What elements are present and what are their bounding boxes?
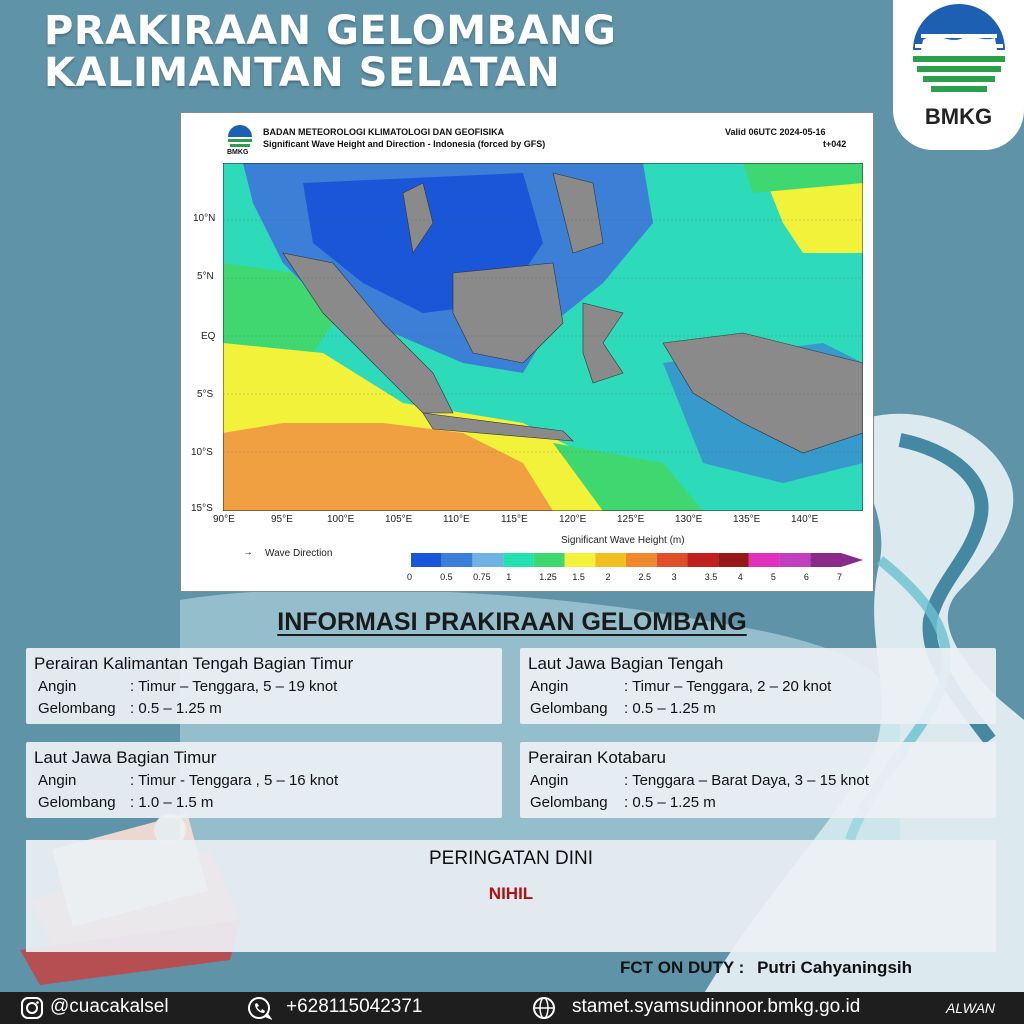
colorbar-segment (442, 553, 473, 567)
mini-logo-text: BMKG (227, 149, 249, 156)
lon-label: 140°E (791, 514, 819, 525)
colorbar-tick: 1.5 (572, 572, 585, 582)
info-section-title: INFORMASI PRAKIRAAN GELOMBANG (277, 608, 747, 636)
colorbar-tick: 5 (770, 572, 776, 582)
colorbar-tick: 3 (671, 572, 677, 582)
forecaster-on-duty (620, 958, 912, 978)
area-card (520, 742, 996, 818)
colorbar-segment (657, 553, 688, 567)
valid-time: Valid 06UTC 2024-05-16 (725, 127, 826, 137)
wave-direction-legend: Wave Direction (265, 548, 333, 559)
bmkg-logo-icon (893, 0, 1024, 104)
colorbar-tick: 4 (737, 572, 743, 582)
area-card (26, 742, 502, 818)
angin-label: Angin (38, 772, 77, 789)
colorbar-segment (411, 553, 442, 567)
gelombang-label: Gelombang (38, 794, 116, 811)
area-name: Laut Jawa Bagian Timur (34, 748, 217, 767)
colorbar-tick: 2.5 (638, 572, 652, 582)
colorbar-segment (472, 553, 503, 567)
gelombang-value: : 1.0 – 1.5 m (130, 794, 214, 811)
colorbar-segment (534, 553, 565, 567)
title-line-1: PRAKIRAAN GELOMBANG (44, 8, 617, 54)
website-link[interactable]: stamet.syamsudinnoor.bmkg.go.id (572, 996, 861, 1017)
early-warning-value: NIHIL (488, 884, 534, 903)
lon-label: 120°E (559, 514, 587, 525)
lat-label: 10°N (193, 213, 216, 224)
colorbar-segment (810, 553, 841, 567)
gelombang-label: Gelombang (530, 794, 608, 811)
lat-label: 10°S (191, 447, 213, 458)
gelombang-value: : 0.5 – 1.25 m (624, 794, 716, 811)
colorbar-segment (780, 553, 811, 567)
agency-name: BADAN METEOROLOGI KLIMATOLOGI DAN GEOFISIKA (263, 127, 505, 137)
gelombang-label: Gelombang (530, 700, 608, 717)
colorbar-segment (749, 553, 780, 567)
colorbar-segment (718, 553, 749, 567)
lon-label: 100°E (327, 514, 355, 525)
bmkg-logo (893, 0, 1024, 150)
colorbar-tick: 2 (605, 572, 611, 582)
lon-label: 135°E (733, 514, 761, 525)
lat-label: 5°S (197, 389, 214, 400)
colorbar-tick: 0.5 (440, 572, 453, 582)
area-name: Perairan Kotabaru (528, 748, 666, 767)
lead-time: t+042 (823, 139, 847, 149)
angin-value: : Timur – Tenggara, 5 – 19 knot (130, 678, 338, 695)
angin-value: : Timur - Tenggara , 5 – 16 knot (130, 772, 339, 789)
phone-number[interactable]: +628115042371 (286, 996, 423, 1017)
angin-value: : Timur – Tenggara, 2 – 20 knot (624, 678, 832, 695)
gelombang-value: : 0.5 – 1.25 m (624, 700, 716, 717)
angin-value: : Tenggara – Barat Daya, 3 – 15 knot (624, 772, 869, 789)
title-line-2: KALIMANTAN SELATAN (44, 50, 561, 96)
area-card (26, 648, 502, 724)
lon-label: 90°E (213, 514, 235, 525)
gelombang-value: : 0.5 – 1.25 m (130, 700, 222, 717)
colorbar-ticks (407, 572, 871, 586)
wave-height-map (223, 163, 863, 511)
colorbar-tick: 1.25 (539, 572, 557, 582)
early-warning-box (26, 840, 996, 952)
area-name: Laut Jawa Bagian Tengah (528, 654, 724, 673)
lat-label: 5°N (197, 271, 214, 282)
gelombang-label: Gelombang (38, 700, 116, 717)
colorbar-segment (595, 553, 626, 567)
area-name: Perairan Kalimantan Tengah Bagian Timur (34, 654, 354, 673)
area-card (520, 648, 996, 724)
lon-label: 125°E (617, 514, 645, 525)
angin-label: Angin (530, 678, 569, 695)
colorbar-segment (565, 553, 596, 567)
bmkg-logo-text: BMKG (924, 104, 993, 129)
colorbar-tick: 0 (407, 572, 413, 582)
lat-label: EQ (201, 331, 216, 342)
page-title (44, 10, 616, 94)
instagram-handle[interactable]: @cuacakalsel (50, 996, 169, 1017)
fct-label: FCT ON DUTY : (620, 958, 745, 977)
lon-label: 105°E (385, 514, 413, 525)
colorbar (411, 551, 871, 569)
angin-label: Angin (530, 772, 569, 789)
fct-name: Putri Cahyaningsih (757, 958, 913, 977)
colorbar-segment (503, 553, 534, 567)
artist-signature: ALWAN (946, 1000, 996, 1016)
wave-map-panel (180, 112, 874, 592)
lon-label: 110°E (443, 514, 470, 525)
instagram-icon (20, 996, 44, 1020)
colorbar-tick: 6 (803, 572, 809, 582)
colorbar-tick: 3.5 (704, 572, 718, 582)
angin-label: Angin (38, 678, 77, 695)
colorbar-tick: 1 (506, 572, 512, 582)
phone-icon (246, 996, 272, 1020)
colorbar-extend-arrow (841, 553, 863, 567)
map-subtitle: Significant Wave Height and Direction - Indonesia (forced by GFS) (263, 139, 546, 149)
colorbar-tick: 7 (837, 572, 843, 582)
wave-direction-arrow-icon: → (243, 547, 253, 558)
colorbar-tick: 0.75 (473, 572, 491, 582)
lon-label: 115°E (501, 514, 528, 525)
colorbar-segment (687, 553, 718, 567)
lon-label: 130°E (675, 514, 703, 525)
lon-label: 95°E (271, 514, 293, 525)
colorbar-segment (626, 553, 657, 567)
globe-icon (532, 996, 556, 1020)
footer-bar (0, 992, 1024, 1024)
early-warning-title: PERINGATAN DINI (429, 848, 593, 869)
colorbar-title: Significant Wave Height (m) (561, 535, 685, 546)
lat-label: 15°S (191, 503, 213, 514)
